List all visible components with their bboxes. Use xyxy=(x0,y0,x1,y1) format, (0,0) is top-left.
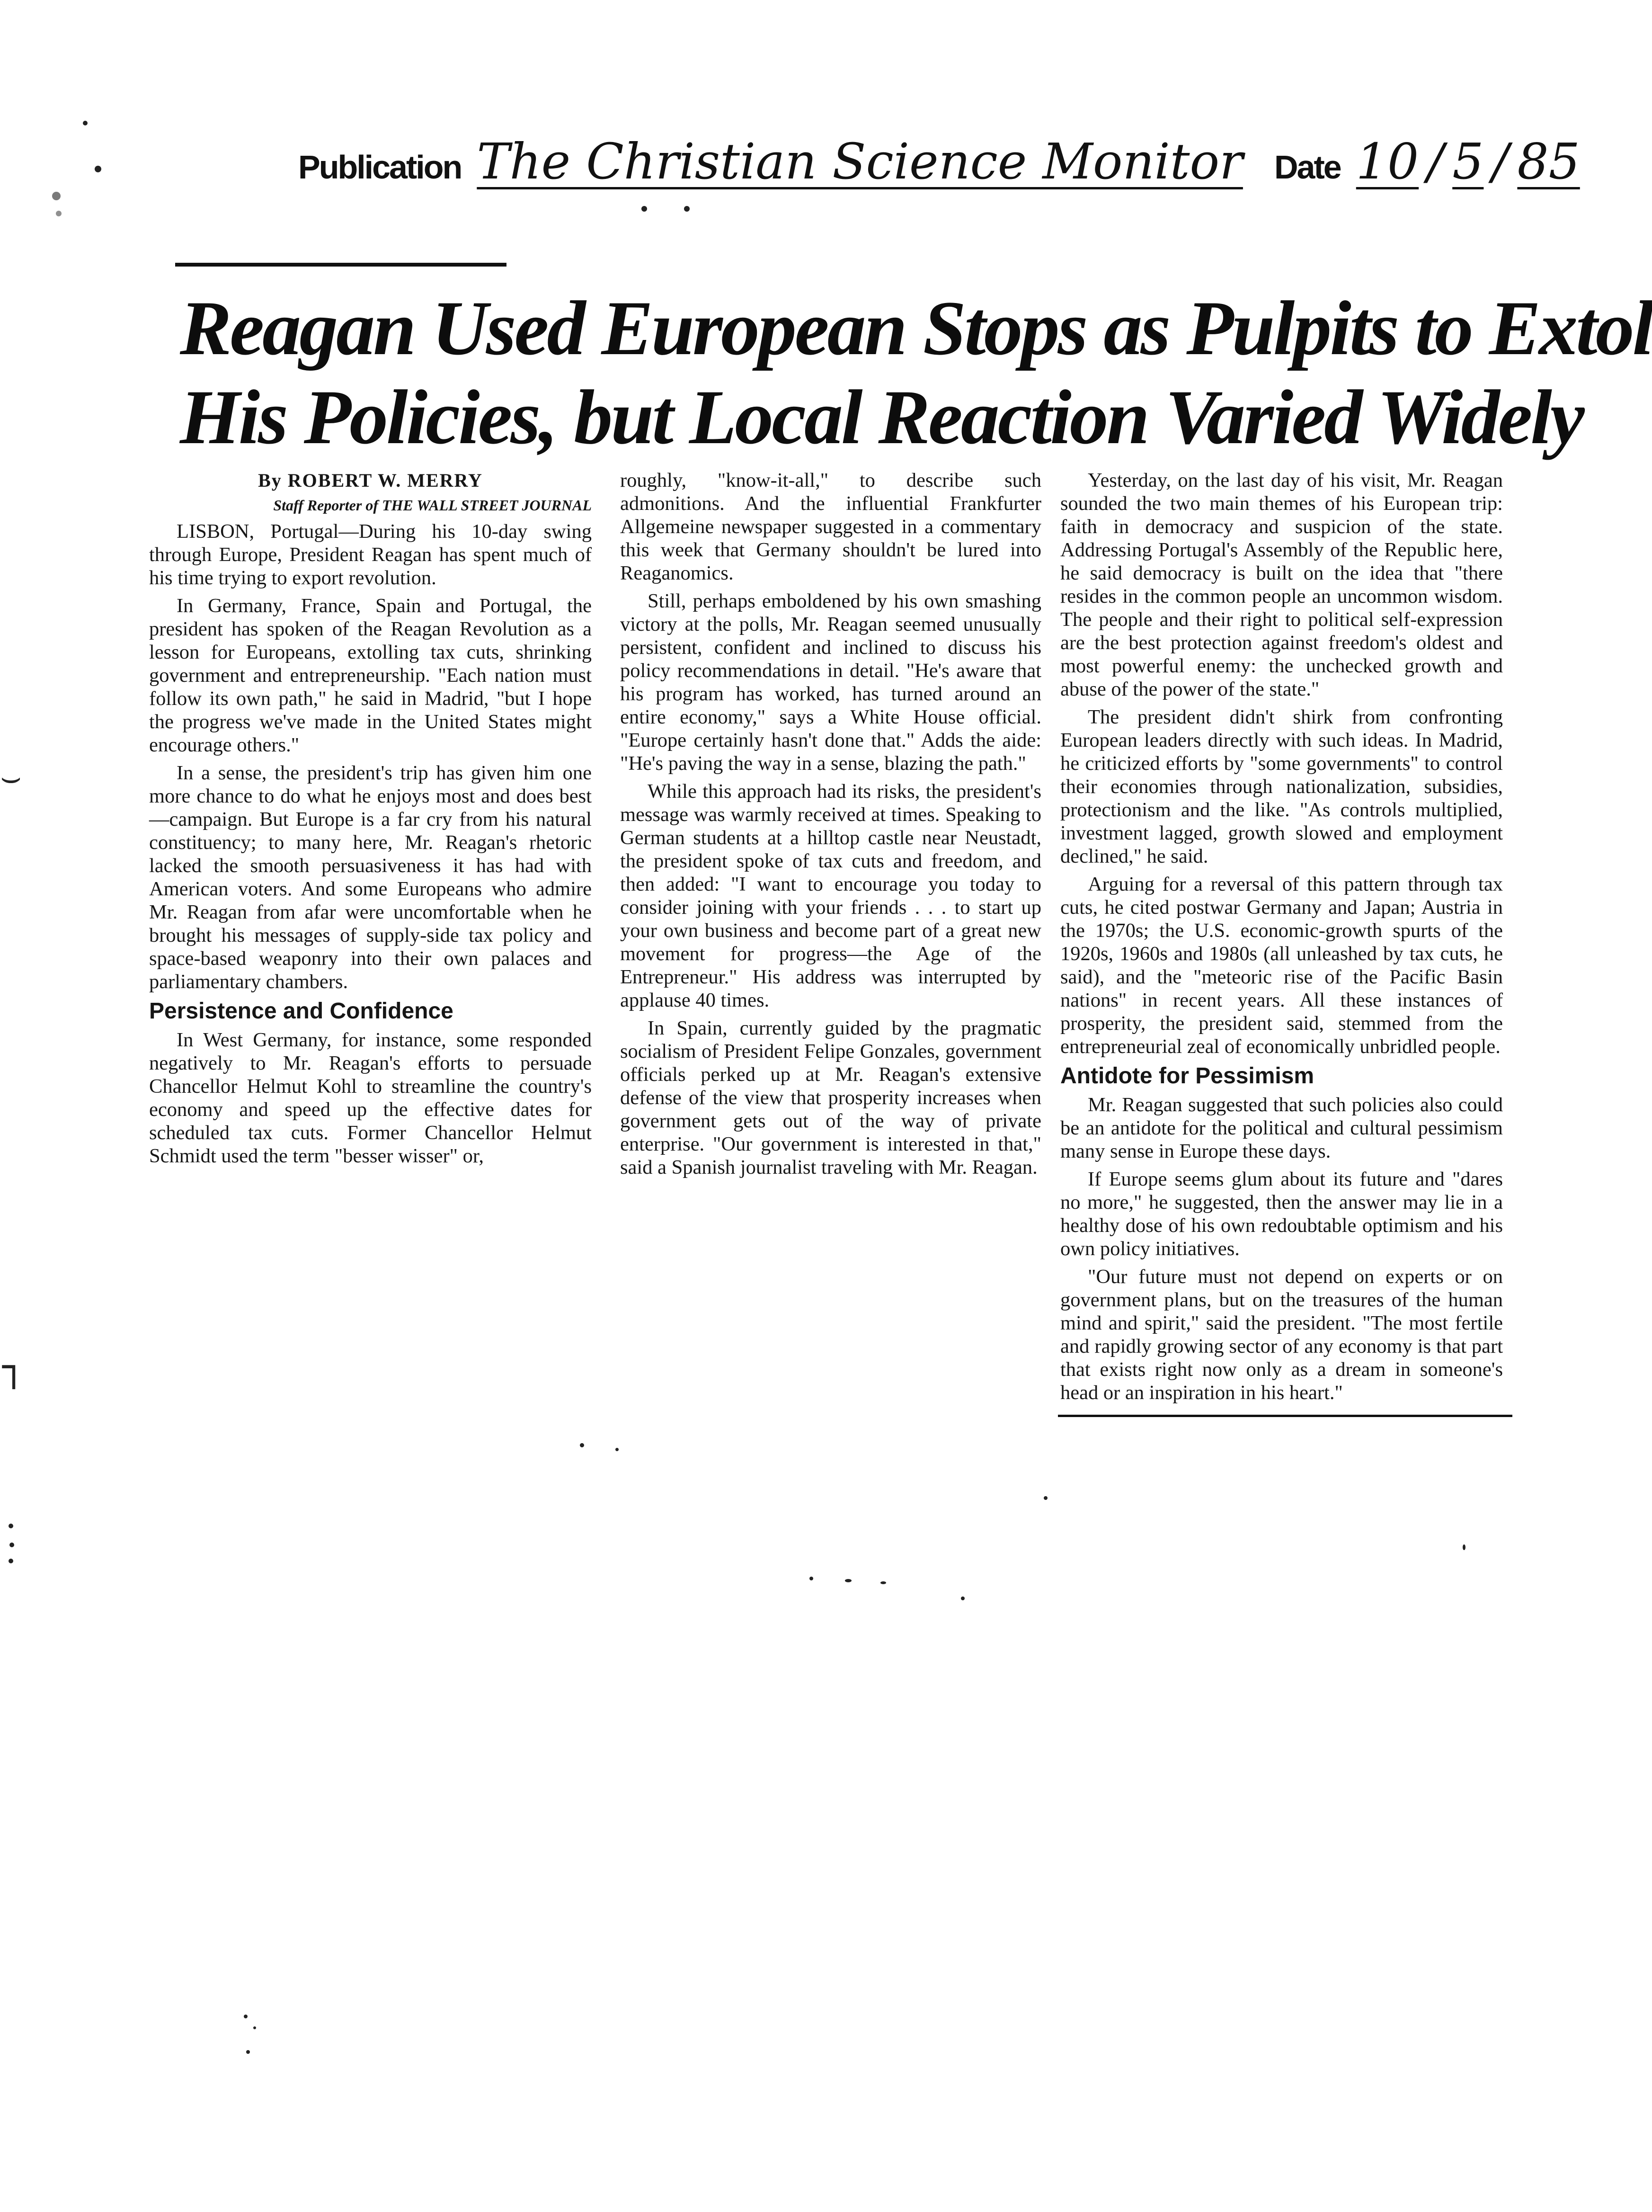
column-2 xyxy=(620,469,1041,1184)
date-month: 10 xyxy=(1356,133,1419,190)
paragraph: Mr. Reagan suggested that such policies also could be an antidote for the political and cultural pessimism many sense in Europe these days. xyxy=(1060,1094,1503,1162)
scan-speck xyxy=(253,2026,256,2029)
scan-speck xyxy=(1044,1496,1048,1500)
publication-label: Publication xyxy=(298,149,462,186)
scan-speck xyxy=(9,1543,14,1547)
scan-speck xyxy=(615,1448,619,1451)
paragraph: In Germany, France, Spain and Portugal, the president has spoken of the Reagan Revolution as a lesson for Europeans, extolling tax cuts, shrinking government and entrepreneurship. "Each nation must follow its own path," he said in Madrid, "but I hope the progress we've made in the United States might encourage others." xyxy=(149,595,592,756)
scan-speck xyxy=(641,206,647,212)
scan-speck xyxy=(56,211,62,216)
end-rule xyxy=(1058,1415,1512,1417)
date-year: 85 xyxy=(1517,133,1580,190)
margin-bracket-mark: ⌣ xyxy=(0,758,22,796)
scan-speck xyxy=(244,2015,248,2018)
headline-line-2: His Policies, but Local Reaction Varied Widely xyxy=(180,375,1583,460)
byline-staff: Staff Reporter of THE WALL STREET JOURNAL xyxy=(273,497,592,514)
scan-speck xyxy=(95,166,101,172)
top-rule xyxy=(175,263,506,267)
scan-speck xyxy=(845,1579,852,1582)
subhead-persistence: Persistence and Confidence xyxy=(149,999,453,1024)
byline-author: By ROBERT W. MERRY xyxy=(258,470,483,491)
paragraph: The president didn't shirk from confronting European leaders directly with such ideas. In Madrid, he criticized efforts by "some governments" to control their economies through nationalization, subsidies, protectionism and the like. "As controls multiplied, investment lagged, growth slowed and employment declined," he said. xyxy=(1060,706,1503,867)
date-label: Date xyxy=(1274,149,1341,186)
paragraph: Yesterday, on the last day of his visit, Mr. Reagan sounded the two main themes of his European trip: faith in democracy and suspicion of the state. Addressing Portugal's Assembly of the Republic here, he said democracy is built on the idea that "there resides in the common people an uncommon wisdom. The people and their right to political self-expression are the best protection against freedom's oldest and most powerful enemy: the unchecked growth and abuse of the power of the state." xyxy=(1060,469,1503,700)
paragraph: Arguing for a reversal of this pattern through tax cuts, he cited postwar Germany and Japan; Austria in the 1970s; the U.S. economic-growth spurts of the 1920s, 1960s and 1980s (all unleashed by tax cuts, he said), and the "meteoric rise of the Pacific Basin nations" in recent years. All these instances of prosperity, the president said, stemmed from the entrepreneurial zeal of economically unbridled people. xyxy=(1060,873,1503,1058)
scan-speck xyxy=(809,1577,813,1580)
source-annotation: Publication The Christian Science Monitor Date 10 / 5 / 85 xyxy=(298,133,1580,190)
paragraph: In a sense, the president's trip has given him one more chance to do what he enjoys most and does best—campaign. But Europe is a far cry from his natural constituency; to many here, Mr. Reagan's rhetoric lacked the smooth persuasiveness it has had with American voters. And some Europeans who admire Mr. Reagan from afar were uncomfortable when he brought his messages of supply-side tax policy and space-based weaponry into their own palaces and parliamentary chambers. xyxy=(149,762,592,993)
handwritten-publication: The Christian Science Monitor xyxy=(477,133,1243,190)
headline xyxy=(180,284,1652,462)
column-3 xyxy=(1060,469,1503,1417)
scan-speck xyxy=(880,1581,886,1584)
scan-speck xyxy=(9,1559,13,1563)
margin-bracket-mark: ┐ xyxy=(2,1345,26,1389)
paragraph: LISBON, Portugal—During his 10-day swing through Europe, President Reagan has spent much of his time trying to export revolution. xyxy=(149,520,592,589)
scan-speck xyxy=(52,192,61,200)
paragraph: If Europe seems glum about its future and "dares no more," he suggested, then the answer may lie in a healthy dose of his own redoubtable optimism and his own policy initiatives. xyxy=(1060,1168,1503,1260)
headline-line-1: Reagan Used European Stops as Pulpits to Extol xyxy=(180,285,1652,371)
subhead-antidote: Antidote for Pessimism xyxy=(1060,1063,1314,1088)
scan-speck xyxy=(1463,1544,1465,1550)
scan-speck xyxy=(961,1597,965,1600)
scan-speck xyxy=(83,121,88,125)
paragraph: While this approach had its risks, the president's message was warmly received at times. Speaking to German students at a hilltop castle near Neustadt, the president spoke of tax cuts and freedom, and then added: "I want to encourage you today to consider joining with your friends . . . to start up your own business and become part of a great new movement for progress—the Age of the Entrepreneur." His address was interrupted by applause 40 times. xyxy=(620,780,1041,1011)
paragraph: Still, perhaps emboldened by his own smashing victory at the polls, Mr. Reagan seemed unusually persistent, confident and inclined to discuss his policy recommendations in detail. "He's aware that his program has worked, has turned around an entire economy," says a White House official. "Europe certainly hasn't done that." Adds the aide: "He's paving the way in a sense, blazing the path." xyxy=(620,590,1041,775)
scan-speck xyxy=(9,1524,13,1528)
paragraph: In Spain, currently guided by the pragmatic socialism of President Felipe Gonzales, government officials perked up at Mr. Reagan's extensive defense of the view that prosperity increases when government gets out of the way of private enterprise. "Our government is interested in that," said a Spanish journalist traveling with Mr. Reagan. xyxy=(620,1017,1041,1178)
scan-speck xyxy=(246,2050,250,2054)
scan-speck xyxy=(684,206,690,212)
column-1 xyxy=(149,469,592,1172)
date-day: 5 xyxy=(1452,133,1484,190)
paragraph: "Our future must not depend on experts or on government plans, but on the treasures of the human mind and spirit," said the president. "The most fertile and rapidly growing sector of any economy is that part that exists right now only as a dream in someone's head or an inspiration in his heart." xyxy=(1060,1266,1503,1404)
paragraph: In West Germany, for instance, some responded negatively to Mr. Reagan's efforts to persuade Chancellor Helmut Kohl to streamline the country's economy and speed up the effective dates for scheduled tax cuts. Former Chancellor Helmut Schmidt used the term "besser wisser" or, xyxy=(149,1029,592,1167)
paragraph: roughly, "know-it-all," to describe such admonitions. And the influential Frankfurter Allgemeine newspaper suggested in a commentary this week that Germany shouldn't be lured into Reaganomics. xyxy=(620,469,1041,584)
scan-speck xyxy=(580,1443,584,1447)
